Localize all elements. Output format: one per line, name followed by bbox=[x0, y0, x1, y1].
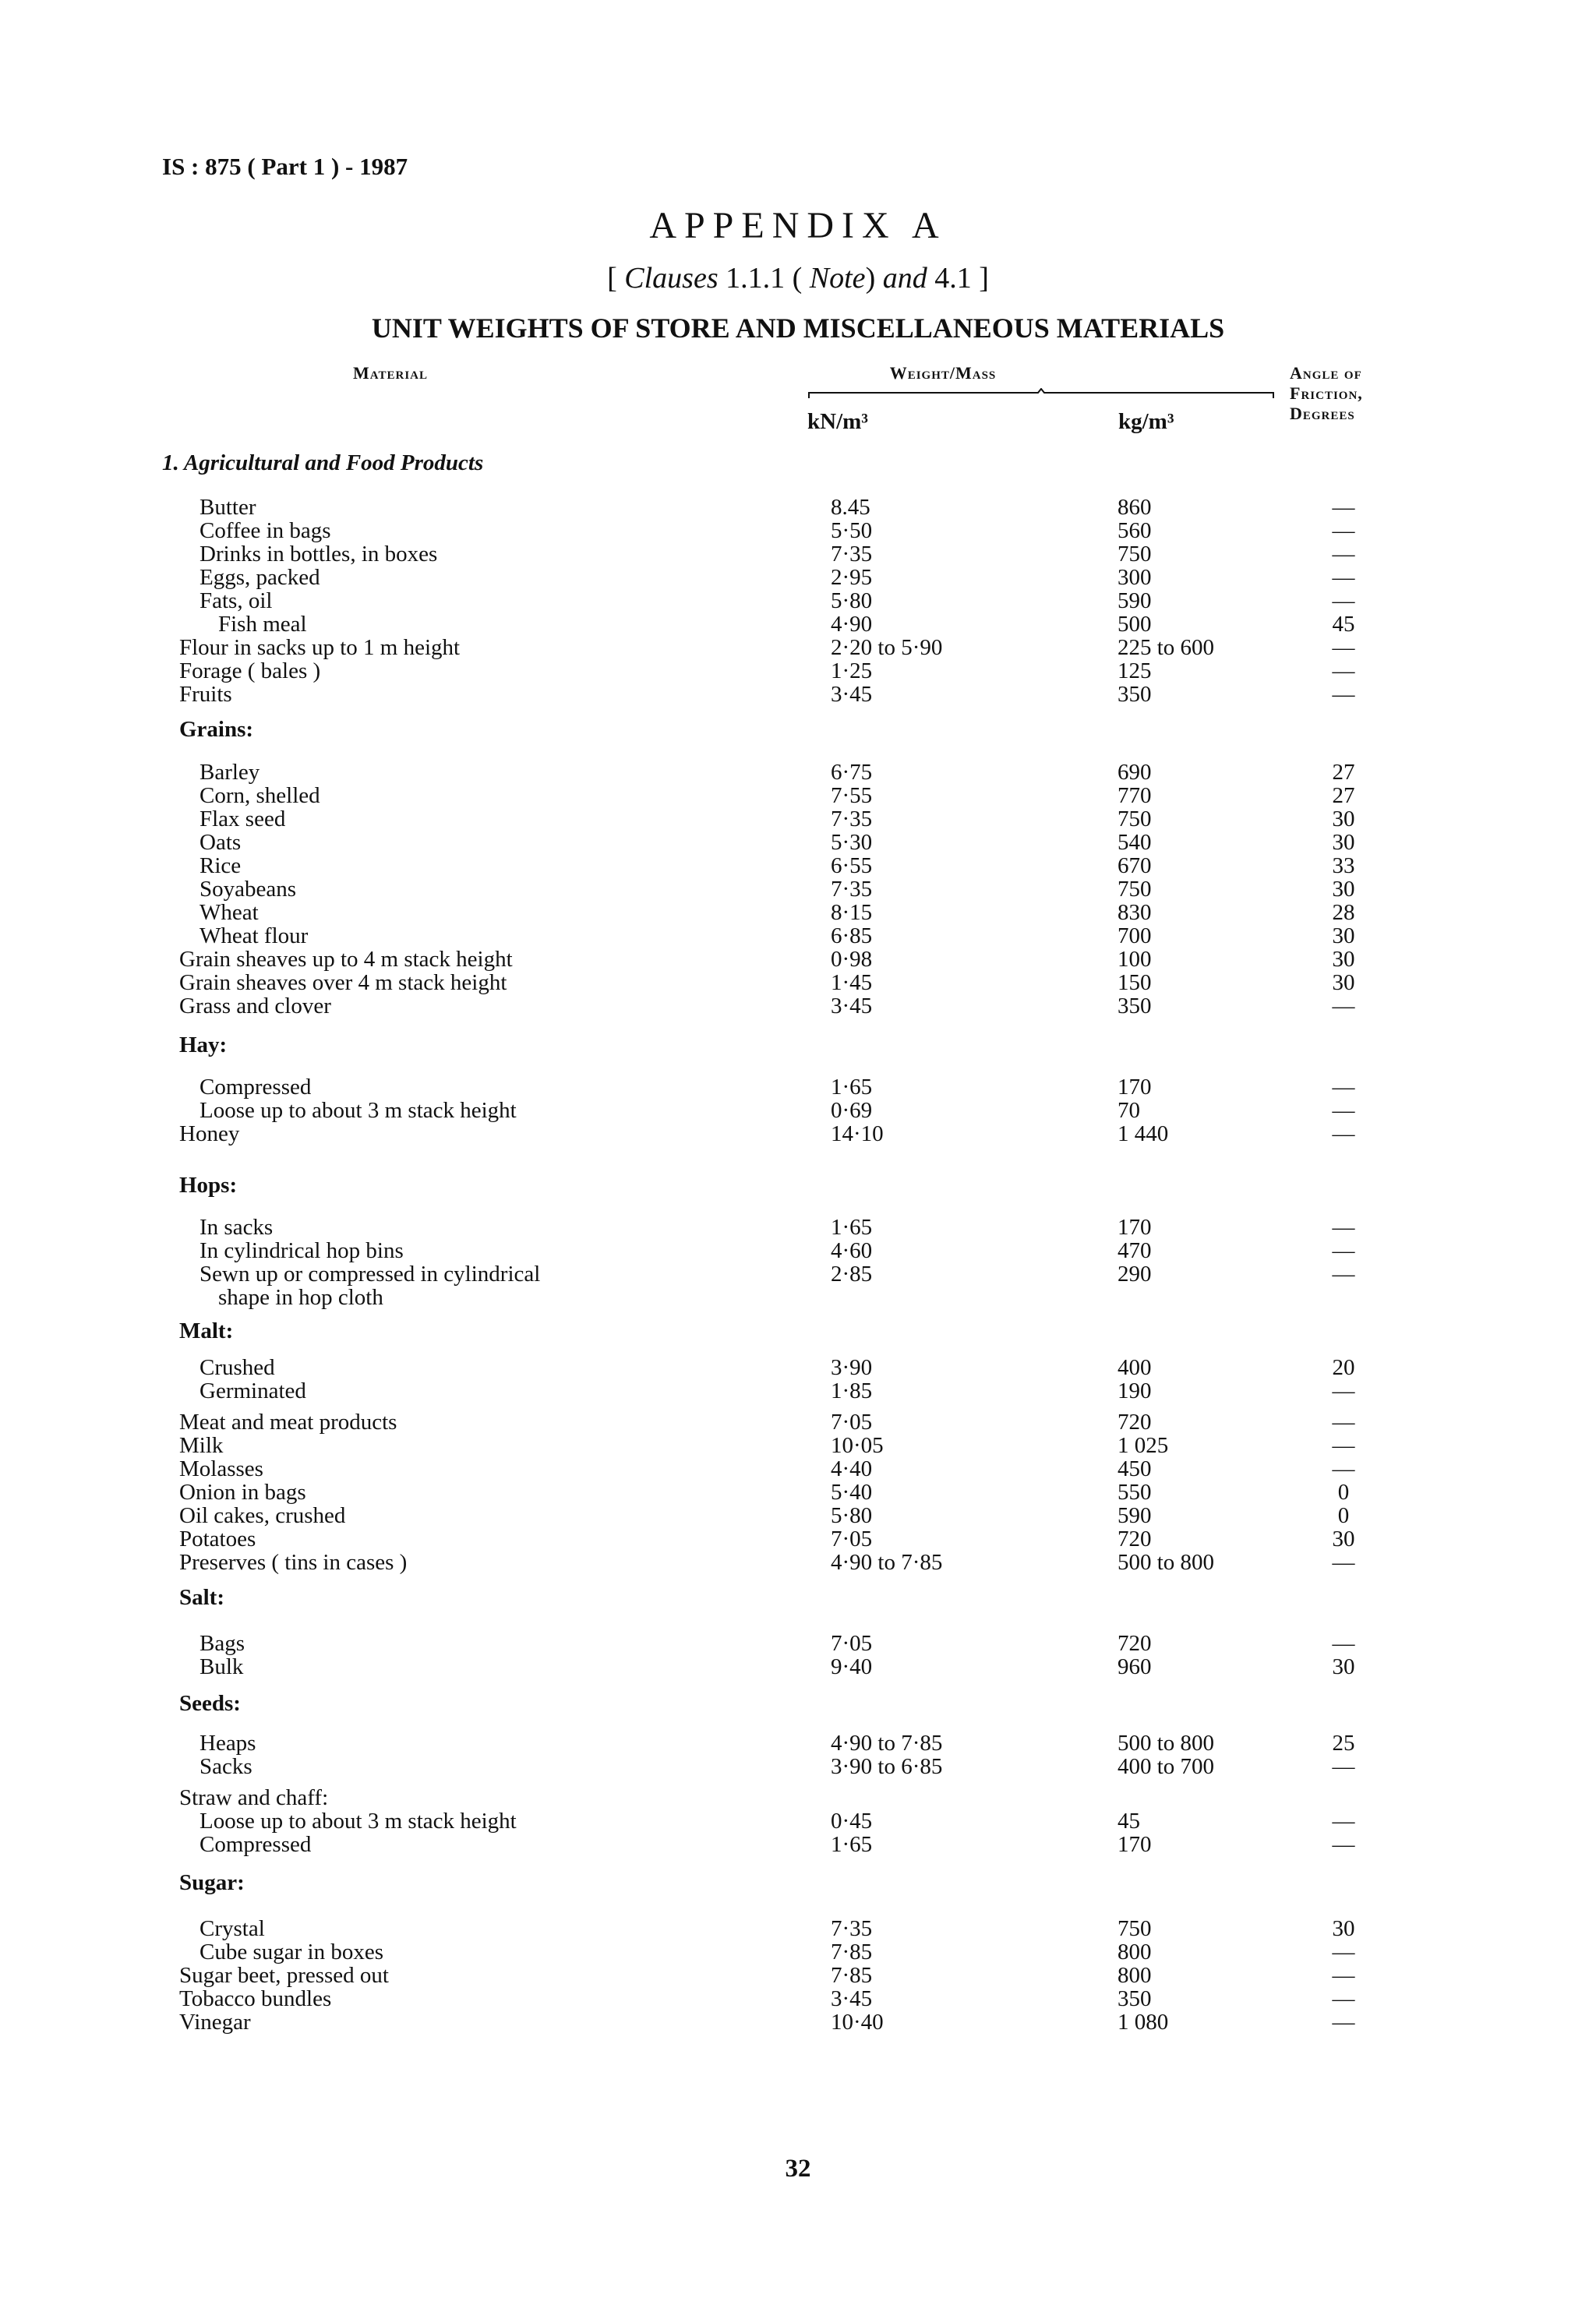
table-row bbox=[0, 1786, 1596, 1809]
mass-kg-value: 225 to 600 bbox=[1118, 635, 1215, 660]
material-name: In sacks bbox=[200, 1215, 274, 1240]
friction-angle-value: — bbox=[1332, 1832, 1355, 1857]
clause-mid: ) bbox=[865, 262, 883, 295]
table-row bbox=[0, 1410, 1596, 1434]
mass-kg-value: 290 bbox=[1118, 1262, 1152, 1287]
table-row bbox=[0, 854, 1596, 877]
material-name: Barley bbox=[200, 760, 260, 785]
friction-angle-value: — bbox=[1332, 1631, 1355, 1656]
mass-kg-value: 70 bbox=[1118, 1098, 1140, 1123]
table-row bbox=[0, 1504, 1596, 1527]
table-row bbox=[0, 1833, 1596, 1856]
weight-kn-value: 6·55 bbox=[831, 853, 873, 878]
mass-kg-value: 720 bbox=[1118, 1410, 1152, 1435]
weight-kn-value: 1·65 bbox=[831, 1215, 873, 1240]
table-row bbox=[0, 877, 1596, 901]
material-name: Wheat flour bbox=[200, 923, 309, 948]
weight-kn-value: 2·95 bbox=[831, 565, 873, 590]
group-label-seeds: Seeds: bbox=[179, 1691, 241, 1716]
table-row bbox=[0, 1457, 1596, 1481]
weight-kn-value: 3·45 bbox=[831, 994, 873, 1018]
friction-angle-value: 27 bbox=[1332, 783, 1355, 808]
weight-kn-value: 9·40 bbox=[831, 1654, 873, 1679]
mass-kg-value: 170 bbox=[1118, 1215, 1152, 1240]
table-row bbox=[0, 612, 1596, 636]
table-row bbox=[0, 971, 1596, 994]
weight-kn-value: 7·35 bbox=[831, 877, 873, 902]
friction-angle-value: 30 bbox=[1332, 877, 1355, 902]
weight-kn-value: 7·85 bbox=[831, 1963, 873, 1988]
material-name: Crystal bbox=[200, 1916, 265, 1941]
mass-kg-value: 590 bbox=[1118, 588, 1152, 613]
material-name: Grain sheaves up to 4 m stack height bbox=[179, 947, 513, 972]
weight-kn-value: 3·45 bbox=[831, 1986, 873, 2011]
material-name: Loose up to about 3 m stack height bbox=[200, 1098, 517, 1123]
friction-angle-value: 0 bbox=[1337, 1503, 1350, 1528]
mass-kg-value: 350 bbox=[1118, 994, 1152, 1018]
friction-angle-value: — bbox=[1332, 635, 1355, 660]
weight-kn-value: 10·05 bbox=[831, 1433, 884, 1458]
friction-angle-value: — bbox=[1332, 1986, 1355, 2011]
weight-column-brace bbox=[807, 388, 1275, 399]
material-name: Fats, oil bbox=[200, 588, 273, 613]
table-row bbox=[0, 659, 1596, 683]
table-row bbox=[0, 1731, 1596, 1755]
material-name: Fruits bbox=[179, 682, 232, 707]
friction-angle-value: — bbox=[1332, 1215, 1355, 1240]
weight-kn-value: 0·45 bbox=[831, 1809, 873, 1834]
clause-and: and bbox=[882, 262, 927, 295]
mass-kg-value: 830 bbox=[1118, 900, 1152, 925]
table-row bbox=[0, 1964, 1596, 1987]
table-row bbox=[0, 1099, 1596, 1122]
table-row bbox=[0, 948, 1596, 971]
group-label-sugar: Sugar: bbox=[179, 1870, 245, 1895]
angle-header-line2: Friction, bbox=[1290, 383, 1363, 403]
mass-kg-value: 1 080 bbox=[1118, 2010, 1169, 2035]
friction-angle-value: 27 bbox=[1332, 760, 1355, 785]
unit-kg-header: kg/m³ bbox=[1118, 409, 1174, 434]
material-name: Forage ( bales ) bbox=[179, 658, 321, 683]
weight-kn-value: 6·75 bbox=[831, 760, 873, 785]
friction-angle-value: 30 bbox=[1332, 807, 1355, 831]
material-name: Bags bbox=[200, 1631, 245, 1656]
friction-angle-value: — bbox=[1332, 518, 1355, 543]
friction-angle-value: — bbox=[1332, 565, 1355, 590]
group-label-hay: Hay: bbox=[179, 1033, 228, 1057]
weight-kn-value: 14·10 bbox=[831, 1121, 884, 1146]
material-name: Soyabeans bbox=[200, 877, 297, 902]
friction-angle-value: — bbox=[1332, 1121, 1355, 1146]
mass-kg-value: 350 bbox=[1118, 1986, 1152, 2011]
weight-kn-value: 0·69 bbox=[831, 1098, 873, 1123]
mass-kg-value: 860 bbox=[1118, 495, 1152, 520]
material-name: Cube sugar in boxes bbox=[200, 1940, 383, 1964]
weight-kn-value: 6·85 bbox=[831, 923, 873, 948]
weight-kn-value: 7·85 bbox=[831, 1940, 873, 1964]
mass-kg-value: 500 to 800 bbox=[1118, 1550, 1215, 1575]
friction-angle-value: 30 bbox=[1332, 970, 1355, 995]
clause-reference bbox=[0, 261, 1596, 295]
mass-kg-value: 450 bbox=[1118, 1456, 1152, 1481]
section-title: 1. Agricultural and Food Products bbox=[162, 450, 484, 475]
table-row bbox=[0, 589, 1596, 612]
material-name: Coffee in bags bbox=[200, 518, 331, 543]
material-name: Rice bbox=[200, 853, 242, 878]
table-row bbox=[0, 831, 1596, 854]
table-row bbox=[0, 901, 1596, 924]
weight-kn-value: 7·05 bbox=[831, 1410, 873, 1435]
material-name: Sewn up or compressed in cylindrical bbox=[200, 1262, 541, 1287]
weight-kn-value: 3·90 bbox=[831, 1355, 873, 1380]
material-name: Corn, shelled bbox=[200, 783, 320, 808]
weight-kn-value: 5·80 bbox=[831, 1503, 873, 1528]
material-name: Potatoes bbox=[179, 1527, 256, 1551]
material-name: Grain sheaves over 4 m stack height bbox=[179, 970, 507, 995]
friction-angle-value: — bbox=[1332, 1754, 1355, 1779]
weight-kn-value: 7·05 bbox=[831, 1527, 873, 1551]
mass-kg-value: 700 bbox=[1118, 923, 1152, 948]
material-name: Drinks in bottles, in boxes bbox=[200, 542, 438, 567]
mass-kg-value: 500 bbox=[1118, 612, 1152, 637]
table-row bbox=[0, 1122, 1596, 1145]
friction-angle-value: 30 bbox=[1332, 830, 1355, 855]
table-row bbox=[0, 542, 1596, 566]
weight-kn-value: 7·05 bbox=[831, 1631, 873, 1656]
material-name: Germinated bbox=[200, 1378, 306, 1403]
mass-kg-value: 400 to 700 bbox=[1118, 1754, 1215, 1779]
weight-kn-value: 4·90 to 7·85 bbox=[831, 1550, 943, 1575]
mass-kg-value: 150 bbox=[1118, 970, 1152, 995]
material-name: Heaps bbox=[200, 1731, 256, 1756]
table-row bbox=[0, 683, 1596, 706]
friction-angle-value: — bbox=[1332, 1940, 1355, 1964]
material-name: Grass and clover bbox=[179, 994, 331, 1018]
material-name: Compressed bbox=[200, 1075, 312, 1100]
weight-kn-value: 1·25 bbox=[831, 658, 873, 683]
friction-angle-value: 0 bbox=[1337, 1480, 1350, 1505]
friction-angle-value: — bbox=[1332, 1963, 1355, 1988]
mass-kg-value: 800 bbox=[1118, 1963, 1152, 1988]
weight-kn-value: 3·90 to 6·85 bbox=[831, 1754, 943, 1779]
material-name: Sacks bbox=[200, 1754, 252, 1779]
mass-kg-value: 670 bbox=[1118, 853, 1152, 878]
unit-kn-header: kN/m³ bbox=[807, 409, 868, 434]
mass-kg-value: 45 bbox=[1118, 1809, 1140, 1834]
mass-kg-value: 550 bbox=[1118, 1480, 1152, 1505]
friction-angle-value: — bbox=[1332, 994, 1355, 1018]
friction-angle-value: — bbox=[1332, 1262, 1355, 1287]
clause-prefix: [ bbox=[607, 262, 625, 295]
material-name: In cylindrical hop bins bbox=[200, 1238, 404, 1263]
material-name: Onion in bags bbox=[179, 1480, 306, 1505]
table-title: UNIT WEIGHTS OF STORE AND MISCELLANEOUS MATERIALS bbox=[371, 312, 1225, 344]
friction-angle-value: — bbox=[1332, 1456, 1355, 1481]
friction-angle-value: — bbox=[1332, 1238, 1355, 1263]
table-row bbox=[0, 924, 1596, 948]
clause-num1: 1.1.1 ( bbox=[718, 262, 810, 295]
friction-angle-value: 45 bbox=[1332, 612, 1355, 637]
friction-angle-value: 30 bbox=[1332, 947, 1355, 972]
table-row bbox=[0, 761, 1596, 784]
table-row bbox=[0, 1075, 1596, 1099]
table-row bbox=[0, 994, 1596, 1018]
weight-kn-value: 4·40 bbox=[831, 1456, 873, 1481]
weight-kn-value: 4·60 bbox=[831, 1238, 873, 1263]
mass-kg-value: 350 bbox=[1118, 682, 1152, 707]
mass-kg-value: 560 bbox=[1118, 518, 1152, 543]
weight-kn-value: 5·40 bbox=[831, 1480, 873, 1505]
page-number: 32 bbox=[785, 2155, 811, 2183]
table-row bbox=[0, 807, 1596, 831]
table-row bbox=[0, 1216, 1596, 1239]
material-name: Wheat bbox=[200, 900, 259, 925]
table-row bbox=[0, 1379, 1596, 1403]
material-name: Meat and meat products bbox=[179, 1410, 397, 1435]
material-name: Honey bbox=[179, 1121, 240, 1146]
table-row bbox=[0, 1434, 1596, 1457]
friction-angle-value: — bbox=[1332, 658, 1355, 683]
weight-kn-value: 5·80 bbox=[831, 588, 873, 613]
table-row bbox=[0, 1809, 1596, 1833]
friction-angle-value: — bbox=[1332, 1098, 1355, 1123]
friction-angle-value: — bbox=[1332, 1433, 1355, 1458]
mass-kg-value: 800 bbox=[1118, 1940, 1152, 1964]
weight-kn-value: 2·20 to 5·90 bbox=[831, 635, 943, 660]
weight-kn-value: 1·85 bbox=[831, 1378, 873, 1403]
friction-angle-value: 28 bbox=[1332, 900, 1355, 925]
weight-kn-value: 7·35 bbox=[831, 1916, 873, 1941]
weight-kn-value: 8.45 bbox=[831, 495, 870, 520]
material-name: Bulk bbox=[200, 1654, 244, 1679]
friction-angle-value: 25 bbox=[1332, 1731, 1355, 1756]
mass-kg-value: 720 bbox=[1118, 1527, 1152, 1551]
friction-angle-value: — bbox=[1332, 2010, 1355, 2035]
angle-header-line3: Degrees bbox=[1290, 404, 1355, 423]
weight-kn-value: 3·45 bbox=[831, 682, 873, 707]
material-name: Straw and chaff: bbox=[179, 1785, 329, 1810]
weight-kn-value: 1·65 bbox=[831, 1075, 873, 1100]
weight-kn-value: 8·15 bbox=[831, 900, 873, 925]
weight-kn-value: 1·65 bbox=[831, 1832, 873, 1857]
material-name: Sugar beet, pressed out bbox=[179, 1963, 389, 1988]
mass-kg-value: 100 bbox=[1118, 947, 1152, 972]
material-name: Oil cakes, crushed bbox=[179, 1503, 346, 1528]
mass-kg-value: 1 440 bbox=[1118, 1121, 1169, 1146]
weight-kn-value: 5·30 bbox=[831, 830, 873, 855]
friction-angle-value: — bbox=[1332, 1809, 1355, 1834]
mass-kg-value: 1 025 bbox=[1118, 1433, 1169, 1458]
friction-angle-value: — bbox=[1332, 588, 1355, 613]
table-row bbox=[0, 1239, 1596, 1262]
table-row bbox=[0, 1481, 1596, 1504]
mass-kg-value: 540 bbox=[1118, 830, 1152, 855]
friction-angle-value: 33 bbox=[1332, 853, 1355, 878]
mass-kg-value: 690 bbox=[1118, 760, 1152, 785]
material-name: shape in hop cloth bbox=[218, 1285, 383, 1310]
material-name: Fish meal bbox=[218, 612, 307, 637]
friction-angle-value: — bbox=[1332, 1075, 1355, 1100]
friction-angle-value: — bbox=[1332, 1378, 1355, 1403]
material-name: Eggs, packed bbox=[200, 565, 320, 590]
friction-angle-value: 30 bbox=[1332, 1654, 1355, 1679]
mass-kg-value: 170 bbox=[1118, 1832, 1152, 1857]
weight-kn-value: 5·50 bbox=[831, 518, 873, 543]
friction-angle-value: 30 bbox=[1332, 1527, 1355, 1551]
mass-kg-value: 190 bbox=[1118, 1378, 1152, 1403]
mass-kg-value: 960 bbox=[1118, 1654, 1152, 1679]
table-row bbox=[0, 1356, 1596, 1379]
material-name: Milk bbox=[179, 1433, 224, 1458]
mass-kg-value: 470 bbox=[1118, 1238, 1152, 1263]
mass-kg-value: 770 bbox=[1118, 783, 1152, 808]
mass-kg-value: 750 bbox=[1118, 807, 1152, 831]
friction-angle-value: — bbox=[1332, 1410, 1355, 1435]
appendix-title: APPENDIX A bbox=[649, 205, 947, 246]
mass-kg-value: 300 bbox=[1118, 565, 1152, 590]
material-name: Preserves ( tins in cases ) bbox=[179, 1550, 408, 1575]
material-name: Loose up to about 3 m stack height bbox=[200, 1809, 517, 1834]
table-row bbox=[0, 519, 1596, 542]
weight-kn-value: 7·35 bbox=[831, 542, 873, 567]
material-name: Flax seed bbox=[200, 807, 286, 831]
table-row bbox=[0, 2010, 1596, 2034]
weight-kn-value: 10·40 bbox=[831, 2010, 884, 2035]
table-row bbox=[0, 566, 1596, 589]
mass-kg-value: 500 to 800 bbox=[1118, 1731, 1215, 1756]
table-row bbox=[0, 1655, 1596, 1678]
weight-kn-value: 4·90 to 7·85 bbox=[831, 1731, 943, 1756]
table-row bbox=[0, 1987, 1596, 2010]
friction-angle-value: — bbox=[1332, 1550, 1355, 1575]
table-row bbox=[0, 1262, 1596, 1286]
mass-kg-value: 125 bbox=[1118, 658, 1152, 683]
friction-angle-value: — bbox=[1332, 542, 1355, 567]
material-name: Crushed bbox=[200, 1355, 275, 1380]
table-row bbox=[0, 1286, 1596, 1309]
table-row bbox=[0, 1527, 1596, 1551]
material-name: Butter bbox=[200, 495, 256, 520]
mass-kg-value: 400 bbox=[1118, 1355, 1152, 1380]
angle-header-line1: Angle of bbox=[1290, 363, 1362, 383]
column-header-weight: Weight/Mass bbox=[889, 363, 997, 383]
weight-kn-value: 0·98 bbox=[831, 947, 873, 972]
group-label-grains: Grains: bbox=[179, 717, 254, 742]
material-name: Flour in sacks up to 1 m height bbox=[179, 635, 461, 660]
table-row bbox=[0, 784, 1596, 807]
mass-kg-value: 750 bbox=[1118, 542, 1152, 567]
table-row bbox=[0, 1632, 1596, 1655]
table-row bbox=[0, 496, 1596, 519]
group-label-malt: Malt: bbox=[179, 1318, 234, 1343]
weight-kn-value: 7·35 bbox=[831, 807, 873, 831]
weight-kn-value: 4·90 bbox=[831, 612, 873, 637]
weight-kn-value: 7·55 bbox=[831, 783, 873, 808]
table-row bbox=[0, 1917, 1596, 1940]
column-header-material: Material bbox=[353, 363, 429, 383]
mass-kg-value: 720 bbox=[1118, 1631, 1152, 1656]
friction-angle-value: 30 bbox=[1332, 923, 1355, 948]
friction-angle-value: — bbox=[1332, 682, 1355, 707]
friction-angle-value: 20 bbox=[1332, 1355, 1355, 1380]
table-row bbox=[0, 1755, 1596, 1778]
weight-kn-value: 2·85 bbox=[831, 1262, 873, 1287]
material-name: Compressed bbox=[200, 1832, 312, 1857]
clause-note: Note bbox=[809, 262, 866, 295]
mass-kg-value: 170 bbox=[1118, 1075, 1152, 1100]
clause-num2: 4.1 ] bbox=[927, 262, 989, 295]
column-header-angle bbox=[1290, 363, 1363, 424]
material-name: Tobacco bundles bbox=[179, 1986, 332, 2011]
table-row bbox=[0, 1551, 1596, 1574]
weight-kn-value: 1·45 bbox=[831, 970, 873, 995]
friction-angle-value: — bbox=[1332, 495, 1355, 520]
table-row bbox=[0, 636, 1596, 659]
mass-kg-value: 590 bbox=[1118, 1503, 1152, 1528]
material-name: Vinegar bbox=[179, 2010, 251, 2035]
mass-kg-value: 750 bbox=[1118, 877, 1152, 902]
friction-angle-value: 30 bbox=[1332, 1916, 1355, 1941]
table-row bbox=[0, 1940, 1596, 1964]
mass-kg-value: 750 bbox=[1118, 1916, 1152, 1941]
group-label-hops: Hops: bbox=[179, 1173, 238, 1198]
material-name: Molasses bbox=[179, 1456, 263, 1481]
clause-word: Clauses bbox=[624, 262, 719, 295]
group-label-salt: Salt: bbox=[179, 1585, 224, 1610]
material-name: Oats bbox=[200, 830, 242, 855]
running-head: IS : 875 ( Part 1 ) - 1987 bbox=[162, 153, 408, 180]
